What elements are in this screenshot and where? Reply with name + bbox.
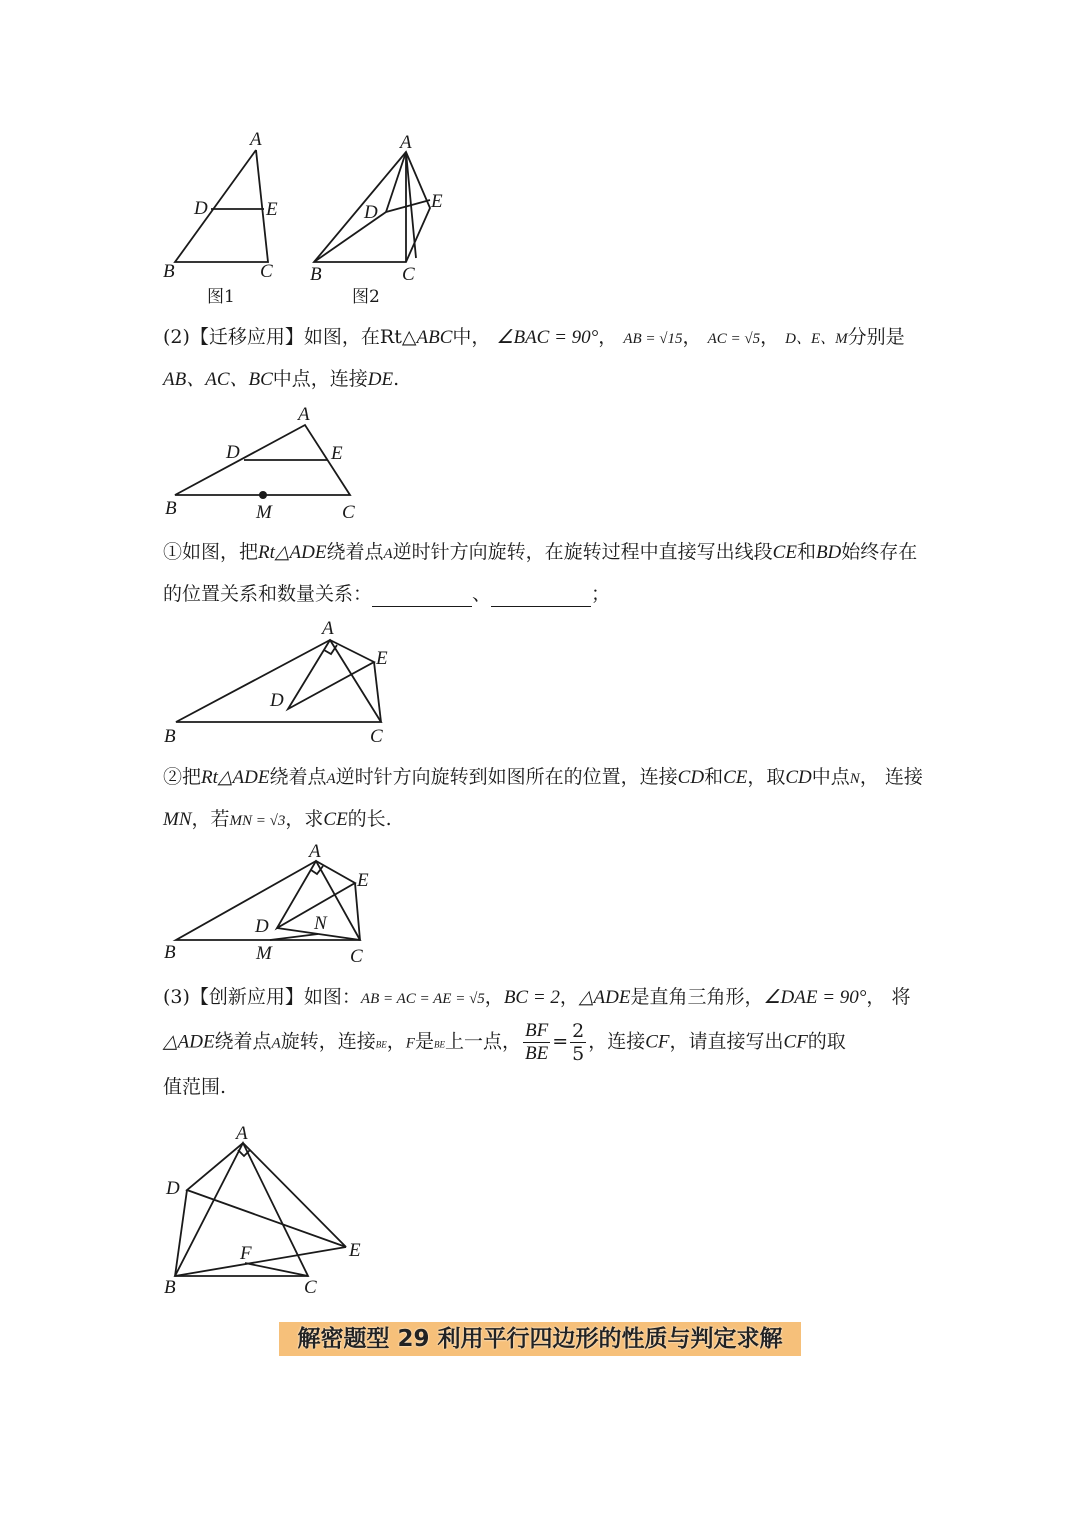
fig6-right-angle: [238, 1150, 250, 1156]
text: (3)【创新应用】如图：: [163, 986, 361, 1008]
fraction-numerator: 2: [572, 1020, 585, 1042]
text: ，取: [747, 766, 786, 788]
fig2-outline: [314, 152, 430, 262]
fig4-ce: [374, 662, 381, 722]
fraction-bf-be: [523, 1020, 550, 1065]
text: ，: [386, 1030, 406, 1053]
fraction-denominator: BE: [524, 1043, 549, 1064]
text: 的取: [807, 1030, 846, 1053]
math: D、E、M: [785, 331, 848, 347]
text: 值范围.: [163, 1075, 227, 1098]
fig1-label-d: D: [194, 198, 208, 219]
fig4-label-c: C: [370, 726, 383, 747]
text: ，: [859, 766, 879, 788]
math: ABC: [416, 327, 453, 348]
fig3-label-e: E: [331, 443, 343, 464]
fig1-label-c: C: [260, 261, 273, 282]
fig3-label-c: C: [342, 502, 355, 523]
text: 上一点，: [444, 1030, 521, 1053]
math: A: [271, 1035, 281, 1052]
fig4-label-b: B: [164, 726, 176, 747]
text: 中，: [452, 326, 491, 348]
math: △ADE: [578, 987, 631, 1008]
text: (2)【迁移应用】如图，在: [163, 326, 380, 348]
text: Rt△: [379, 326, 417, 348]
math: △ADE: [163, 1031, 215, 1053]
math: BC = 2: [503, 987, 560, 1008]
text: ，: [866, 986, 886, 1008]
fig6-label-b: B: [164, 1277, 176, 1298]
fig6-label-e: E: [349, 1240, 361, 1261]
fig1-label-b: B: [163, 261, 175, 282]
fig2-caption: 图2: [352, 287, 380, 307]
math: CD: [677, 767, 705, 788]
text: 和: [704, 766, 724, 788]
text: 中点，连接: [272, 368, 368, 390]
part3-text: [163, 976, 923, 1108]
fig6-label-c: C: [304, 1277, 317, 1298]
fig6-cf: [245, 1263, 308, 1276]
fig2-label-c: C: [402, 264, 415, 285]
text: 中点: [811, 766, 850, 788]
fig5-label-b: B: [164, 942, 176, 963]
math: CE: [772, 542, 797, 563]
text: .: [393, 368, 400, 390]
math: Rt△ADE: [201, 767, 270, 788]
math: ∠BAC = 90°: [496, 327, 599, 348]
text: ，请直接写出: [669, 1030, 784, 1053]
question-1: [163, 532, 923, 614]
math: ∠DAE = 90°: [763, 987, 867, 1008]
fig3-label-b: B: [165, 498, 177, 519]
math: N: [849, 771, 860, 787]
fig6-bd: [175, 1190, 187, 1276]
fraction-denominator: 5: [572, 1043, 585, 1065]
text: 、: [472, 583, 492, 605]
fig4-triangle-abc: [176, 640, 381, 722]
text: 将: [891, 986, 911, 1008]
fig5-ce: [355, 883, 360, 940]
fig6-be: [175, 1247, 346, 1276]
math: AB = AC = AE = √5: [360, 991, 485, 1007]
fig3-label-d: D: [226, 442, 240, 463]
fig2-label-a: A: [400, 132, 412, 153]
answer-blank-2[interactable]: [491, 584, 591, 607]
math: AC = √5: [707, 331, 761, 347]
text: 连接: [884, 766, 923, 788]
fig5-label-n: N: [314, 913, 327, 934]
fig2-label-e: E: [431, 191, 443, 212]
fig3-label-a: A: [298, 404, 310, 425]
math: Rt△ADE: [258, 542, 327, 563]
math: CF: [783, 1031, 808, 1053]
text: ，若: [191, 808, 230, 830]
text: ，: [559, 986, 579, 1008]
math: AB、AC、BC: [163, 369, 273, 390]
math: CF: [645, 1031, 670, 1053]
fig6-label-d: D: [166, 1178, 180, 1199]
fig5-right-angle: [311, 866, 323, 874]
fig2-bd: [314, 212, 386, 262]
fig5-label-e: E: [357, 870, 369, 891]
fig5-label-d: D: [255, 916, 269, 937]
fig2-ae: [406, 152, 416, 258]
text: 和: [796, 541, 816, 563]
math: F: [405, 1035, 415, 1052]
text: ①如图，把: [163, 541, 259, 563]
math: AB = √15: [623, 331, 683, 347]
math: BD: [815, 542, 842, 563]
text: 旋转，连接: [280, 1030, 376, 1053]
math: MN: [163, 809, 192, 830]
part2-intro: (2)【迁移应用】如图，在Rt△ABC中， ∠BAC = 90°， AB = √15， AC = √5， D、E、M分别是AB、AC、BC中点，连接DE.: [163, 326, 905, 390]
section-heading: 解密题型 29 利用平行四边形的性质与判定求解: [279, 1322, 801, 1356]
text: ，: [484, 986, 504, 1008]
math: CE: [323, 809, 348, 830]
equals-sign: =: [552, 1030, 569, 1053]
text: 的长.: [347, 808, 392, 830]
fig3-point-m: [259, 491, 267, 499]
fig1-triangle: [175, 150, 268, 262]
fig2-ab-to-d: [386, 152, 406, 212]
fig1-label-e: E: [266, 199, 278, 220]
fig6-label-f: F: [240, 1243, 252, 1264]
math: CE: [723, 767, 748, 788]
fig2-label-d: D: [364, 202, 378, 223]
text: ，求: [285, 808, 324, 830]
text: ，连接: [588, 1030, 646, 1053]
text: ②把: [163, 766, 202, 788]
fig4-label-e: E: [376, 648, 388, 669]
fig3-triangle: [175, 425, 350, 495]
fig4-label-a: A: [322, 618, 334, 639]
text: 始终存在的位置关系和数量关系：: [163, 541, 918, 605]
fig1-caption: 图1: [207, 287, 235, 307]
question-2: [163, 757, 923, 841]
fig4-triangle-ade: [288, 640, 374, 709]
fig5-triangle-abc: [176, 861, 360, 940]
fig5-label-c: C: [350, 946, 363, 967]
text: 是: [414, 1030, 434, 1053]
fig5-label-a: A: [309, 841, 321, 862]
math: A: [383, 546, 393, 562]
fig6-triangle-ade: [187, 1143, 346, 1247]
text: 逆时针方向旋转，在旋转过程中直接写出线段: [392, 541, 773, 563]
fig6-triangle-abc: [175, 1143, 308, 1276]
fig4-label-d: D: [270, 690, 284, 711]
text: 绕着点: [269, 766, 327, 788]
fig5-triangle-ade: [277, 861, 355, 928]
math: BE: [375, 1039, 387, 1050]
fig2-label-b: B: [310, 264, 322, 285]
fig2-de: [386, 200, 430, 212]
math: MN = √3: [229, 813, 286, 829]
text: 分别是: [847, 326, 905, 348]
math: BE: [433, 1039, 445, 1050]
math: CD: [785, 767, 812, 788]
fig5-mn: [270, 934, 318, 940]
answer-blank-1[interactable]: [372, 584, 472, 607]
fraction-value: [570, 1020, 586, 1065]
text: 逆时针方向旋转到如图所在的位置，连接: [335, 766, 678, 788]
text: 绕着点: [214, 1030, 272, 1053]
text: 是直角三角形，: [630, 986, 764, 1008]
fig5-cd: [277, 928, 360, 940]
math: DE: [367, 369, 394, 390]
text: 绕着点: [326, 541, 384, 563]
fig5-label-m: M: [256, 943, 272, 964]
text: ；: [591, 583, 611, 605]
fraction-numerator: BF: [524, 1020, 549, 1041]
fig1-label-a: A: [250, 129, 262, 150]
fig3-label-m: M: [256, 502, 272, 523]
math: A: [326, 771, 336, 787]
fig6-label-a: A: [236, 1123, 248, 1144]
fig4-right-angle: [324, 645, 337, 654]
